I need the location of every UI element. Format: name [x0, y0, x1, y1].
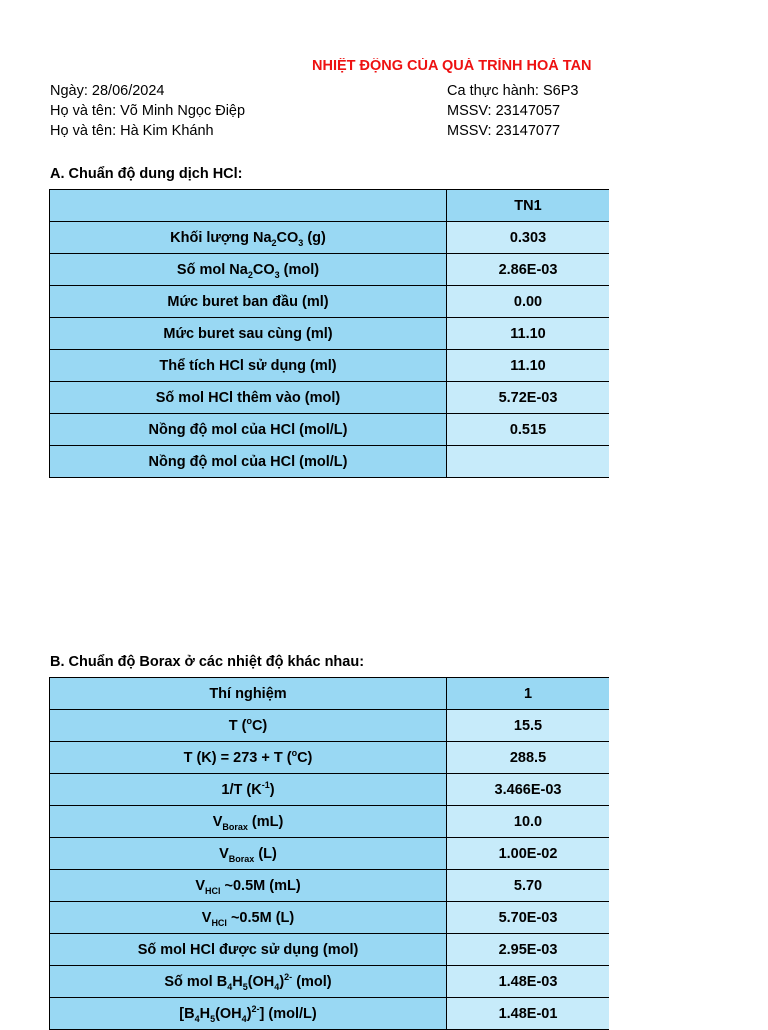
- row-value: 10.0: [447, 806, 610, 838]
- header-left: [50, 81, 245, 141]
- header-blank-cell: [50, 190, 447, 222]
- row-label: Số mol HCl được sử dụng (mol): [50, 934, 447, 966]
- row-label: Nồng độ mol của HCl (mol/L): [50, 414, 447, 446]
- table-row: [50, 966, 610, 998]
- row-value: 15.5: [447, 710, 610, 742]
- row-value: 11.10: [447, 318, 610, 350]
- row-label: $V_{HCl}$ ~0.5M (L): [50, 902, 447, 934]
- table-row: [50, 318, 610, 350]
- row-label: T (K) = 273 + T ($^o$C): [50, 742, 447, 774]
- student-id-1: MSSV: 23147057: [447, 103, 561, 119]
- row-value: 1.48E-01: [447, 998, 610, 1030]
- table-row: [50, 382, 610, 414]
- row-label: $[B_4H_5(OH_4)^{2-}]$ (mol/L): [50, 998, 447, 1030]
- table-row: [50, 414, 610, 446]
- row-value: 1.00E-02: [447, 838, 610, 870]
- header-tn1: TN1: [447, 190, 610, 222]
- table-borax-titration: [49, 677, 609, 1030]
- row-label: $V_{Borax}$ (mL): [50, 806, 447, 838]
- row-value: 5.72E-03: [447, 382, 610, 414]
- session-text: Ca thực hành: S6P3: [447, 83, 579, 99]
- section-b-heading: B. Chuẩn độ Borax ở các nhiệt độ khác nhau:: [50, 654, 365, 670]
- row-value: [447, 446, 610, 478]
- row-value: 0.515: [447, 414, 610, 446]
- row-value: 2.95E-03: [447, 934, 610, 966]
- row-label: Số mol $B_4H_5(OH_4)^{2-}$ (mol): [50, 966, 447, 998]
- table-row: [50, 222, 610, 254]
- table-row: [50, 254, 610, 286]
- table-row: [50, 286, 610, 318]
- table-row: [50, 934, 610, 966]
- row-value: 5.70E-03: [447, 902, 610, 934]
- row-label: Số mol $Na_2CO_3$ (mol): [50, 254, 447, 286]
- row-value: 1.48E-03: [447, 966, 610, 998]
- row-label: Mức buret ban đầu (ml): [50, 286, 447, 318]
- row-label: 1/T $(K^{-1})$: [50, 774, 447, 806]
- row-label: Thể tích HCl sử dụng (ml): [50, 350, 447, 382]
- table-row: [50, 870, 610, 902]
- student-id-2: MSSV: 23147077: [447, 123, 561, 139]
- row-value: 11.10: [447, 350, 610, 382]
- table-row: [50, 774, 610, 806]
- table-header-row: [50, 190, 610, 222]
- date-text: Ngày: 28/06/2024: [50, 83, 165, 99]
- table-row: [50, 998, 610, 1030]
- table-hcl-titration: [49, 189, 609, 478]
- header-experiment-number: 1: [447, 678, 610, 710]
- table-row: [50, 710, 610, 742]
- student-name-2: Họ và tên: Hà Kim Khánh: [50, 123, 214, 139]
- row-label: Mức buret sau cùng (ml): [50, 318, 447, 350]
- row-label: $V_{Borax}$ (L): [50, 838, 447, 870]
- row-label: Nồng độ mol của HCl (mol/L): [50, 446, 447, 478]
- row-value: 0.00: [447, 286, 610, 318]
- row-value: 3.466E-03: [447, 774, 610, 806]
- table-row: [50, 446, 610, 478]
- row-value: 2.86E-03: [447, 254, 610, 286]
- table-row: [50, 838, 610, 870]
- table-header-row: [50, 678, 610, 710]
- row-label: $V_{HCl}$ ~0.5M (mL): [50, 870, 447, 902]
- header-right: [447, 81, 578, 141]
- row-value: 0.303: [447, 222, 610, 254]
- row-label: T ($^o$C): [50, 710, 447, 742]
- row-value: 288.5: [447, 742, 610, 774]
- row-value: 5.70: [447, 870, 610, 902]
- table-row: [50, 806, 610, 838]
- table-row: [50, 350, 610, 382]
- section-a-heading: A. Chuẩn độ dung dịch HCl:: [50, 166, 243, 182]
- report-title: NHIỆT ĐỘNG CỦA QUÁ TRÌNH HOÀ TAN: [312, 58, 592, 74]
- header-experiment: Thí nghiệm: [50, 678, 447, 710]
- table-row: [50, 742, 610, 774]
- row-label: Khối lượng $Na_2CO_3$ (g): [50, 222, 447, 254]
- row-label: Số mol HCl thêm vào (mol): [50, 382, 447, 414]
- student-name-1: Họ và tên: Võ Minh Ngọc Điệp: [50, 103, 246, 119]
- table-row: [50, 902, 610, 934]
